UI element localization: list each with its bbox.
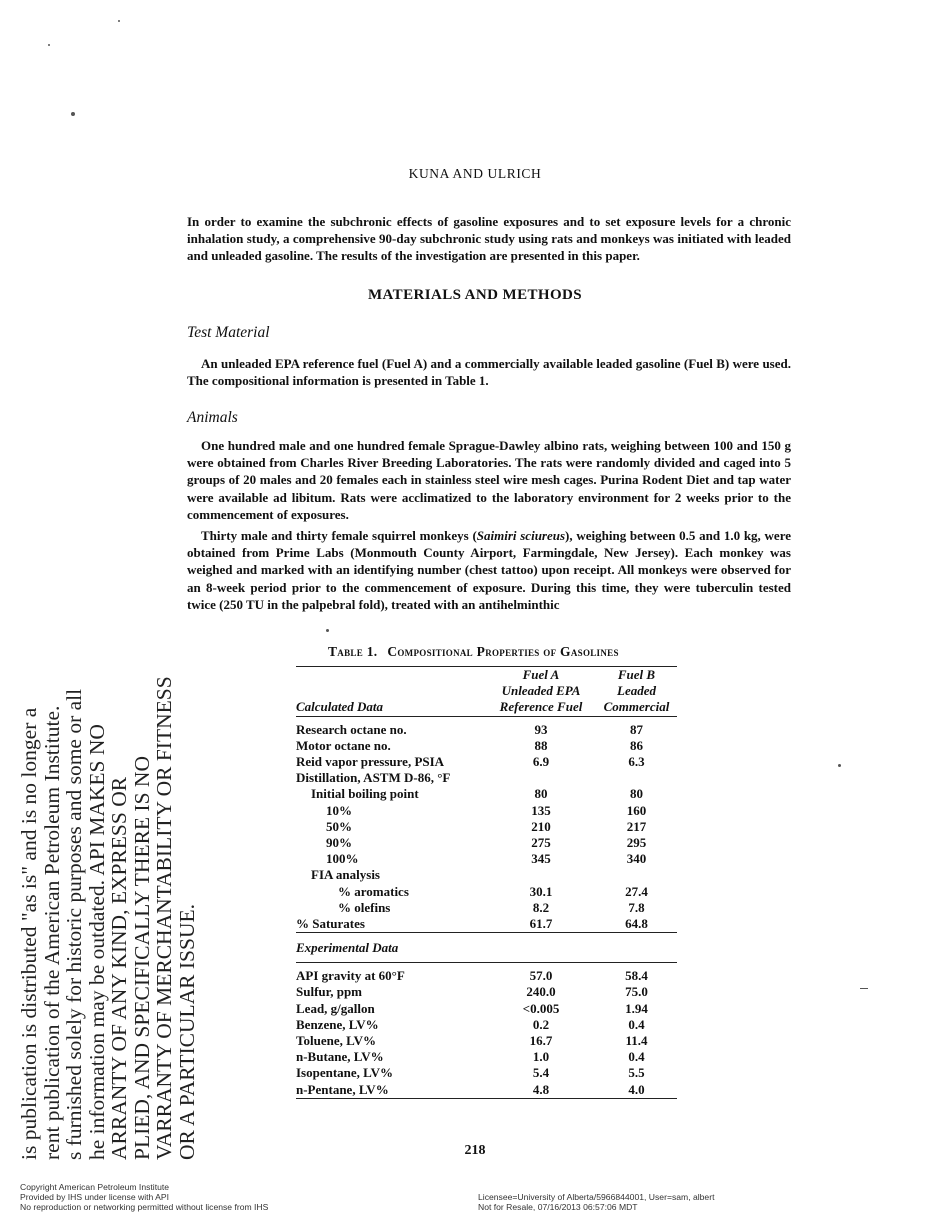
row-label: % aromatics [338,883,409,899]
fuel-a-value [486,867,596,883]
scan-speck [48,44,50,46]
column-header-label [296,667,486,684]
fuel-a-value: 1.0 [532,1049,550,1065]
table-header-row [296,699,677,716]
scan-speck [326,629,329,632]
table-title: Compositional Properties of Gasolines [387,644,619,659]
footer-line: Copyright American Petroleum Institute [20,1182,170,1192]
fuel-b-value: 4.0 [596,1082,677,1099]
disclaimer-line: rent publication of the American Petroleum Institute. [39,705,64,1160]
species-name: Saimiri sciureus [476,528,566,543]
fuel-b-value: 80 [630,786,643,802]
table-row [296,1033,677,1049]
page-number: 218 [464,1143,486,1158]
column-header-label: Calculated Data [296,699,486,716]
fuel-b-value: 340 [626,851,647,867]
running-head: KUNA AND ULRICH [408,166,542,181]
fuel-b-value: 11.4 [625,1033,648,1049]
scan-speck [71,112,75,116]
experimental-header-row [296,933,677,963]
row-label: n-Pentane, LV% [296,1082,486,1099]
disclaimer-line: ARRANTY OF ANY KIND, EXPRESS OR [107,776,131,1160]
fuel-a-value: 240.0 [526,984,556,1000]
table-header-row [296,667,677,684]
footer-license [478,1193,714,1213]
footer-line: Licensee=University of Alberta/5966844001, User=sam, albert [478,1192,715,1202]
fuel-a-value: 16.7 [529,1033,553,1049]
animals-heading: Animals [187,409,238,426]
fuel-b-value: 217 [626,818,647,834]
disclaimer-line: OR A PARTICULAR ISSUE. [174,904,199,1160]
fuel-b-value: 1.94 [625,1000,648,1016]
fuel-a-header: Unleaded EPA [501,683,581,699]
table-row [296,754,677,770]
table-row [296,722,677,738]
fuel-a-value: <0.005 [522,1000,560,1016]
scan-mark [860,988,868,989]
fuel-b-value: 27.4 [625,883,648,899]
table-row [296,803,677,819]
table-row [296,984,677,1000]
fuel-a-value: 57.0 [529,968,553,984]
disclaimer-line: VARRANTY OF MERCHANTABILITY OR FITNESS [152,676,176,1160]
row-label: Benzene, LV% [296,1016,379,1032]
fuel-b-value [596,770,677,786]
fuel-a-value: 8.2 [532,899,550,915]
footer-line: Provided by IHS under license with API [20,1191,170,1202]
disclaimer-line: is publication is distributed "as is" and is no longer a [17,707,41,1160]
footer-copyright [20,1183,268,1212]
table-caption [328,644,619,660]
row-label: Isopentane, LV% [296,1065,394,1081]
table-row [296,738,677,754]
fuel-a-value: 5.4 [532,1065,550,1081]
disclaimer-line: he information may be outdated. API MAKES NO [84,724,109,1160]
row-label: % Saturates [296,916,486,933]
fuel-a-value: 0.2 [532,1016,550,1032]
table-row [296,1017,677,1033]
row-label: 50% [326,818,352,834]
table-row [296,819,677,835]
footer-line: Not for Resale, 07/16/2013 06:57:06 MDT [478,1201,638,1212]
row-label: Reid vapor pressure, PSIA [296,754,445,770]
fuel-b-header: Commercial [596,699,677,716]
fuel-b-value: 0.4 [628,1049,645,1065]
fuel-a-value: 345 [531,851,551,867]
row-label: 90% [326,835,352,851]
fuel-a-value: 210 [531,818,551,834]
fuel-a-value: 6.9 [532,754,550,770]
rotated-disclaimer [17,676,199,1160]
intro-paragraph: In order to examine the subchronic effects of gasoline exposures and to set exposure levels for a chronic inhalation study, a comprehensive 90-day subchronic study using rats and monkeys was initiated with leaded and unleaded gasoline. The results of the investigation are presented in this paper. [187,214,791,264]
animals-paragraph-monkeys [187,527,791,613]
fuel-a-value: 135 [531,802,551,818]
row-label: Research octane no. [296,721,407,737]
fuel-b-value: 295 [626,835,647,851]
monkeys-text-b: ), weighing between 0.5 and 1.0 kg, were obtained from Prime Labs (Monmouth County Airport, Farmingdale, New Jersey). Each monkey was weighed and marked with an identifying number (chest tattoo) upon receipt. All monkeys were observed for an 8-week period prior to the commencement of exposure. During this time, they were tuberculin tested twice (250 TU in the palpebral fold), treated with an antihelminthic [187,528,791,612]
table-row [296,786,677,802]
fuel-b-value: 7.8 [628,899,645,915]
row-label: API gravity at 60°F [296,968,405,984]
table-row [296,884,677,900]
fuel-a-value: 80 [534,786,548,802]
table-row [296,1001,677,1017]
table-row [296,851,677,867]
row-label: % olefins [338,899,391,915]
fuel-b-value: 86 [630,737,643,753]
compositional-properties-table [296,666,677,1099]
fuel-b-value: 64.8 [596,916,677,933]
table-row [296,770,677,786]
fuel-a-header: Fuel A [486,667,596,684]
row-label: Lead, g/gallon [296,1000,375,1016]
disclaimer-line: PLIED, AND SPECIFICALLY THERE IS NO [129,756,154,1160]
table-header-row [296,683,677,699]
fuel-a-value: 93 [534,721,548,737]
row-label: 10% [326,802,352,818]
fuel-b-value: 6.3 [628,754,645,770]
fuel-a-header: Reference Fuel [486,699,596,716]
fuel-a-value [486,770,596,786]
fuel-b-value: 0.4 [628,1016,645,1032]
fuel-b-value: 160 [626,802,647,818]
test-material-paragraph: An unleaded EPA reference fuel (Fuel A) and a commercially available leaded gasoline (Fuel B) were used. The compositional information is presented in Table 1. [187,356,791,389]
table-row [296,867,677,883]
row-label: 100% [326,851,359,867]
table-row [296,916,677,933]
table-row [296,900,677,916]
table-row [296,1082,677,1099]
fuel-b-value: 75.0 [625,984,648,1000]
fuel-a-value: 88 [534,737,548,753]
table-row [296,1049,677,1065]
fuel-a-value: 61.7 [486,916,596,933]
row-label: Motor octane no. [296,737,391,753]
fuel-a-value: 4.8 [486,1082,596,1099]
fuel-a-value: 30.1 [529,883,553,899]
fuel-b-header: Leaded [617,683,656,699]
fuel-b-value [596,867,677,883]
footer-line: No reproduction or networking permitted without license from IHS [20,1201,269,1212]
scan-speck [118,20,120,22]
row-label: n-Butane, LV% [296,1049,384,1065]
table-row [296,835,677,851]
row-label: Sulfur, ppm [296,984,362,1000]
row-label: FIA analysis [311,867,380,883]
experimental-header: Experimental Data [296,933,677,963]
fuel-a-value: 275 [531,835,551,851]
animals-paragraph-rats: One hundred male and one hundred female Sprague-Dawley albino rats, weighing between 100 and 150 g were obtained from Charles River Breeding Laboratories. The rats were randomly divided and caged into 5 groups of 20 males and 20 females each in stainless steel wire mesh cages. Purina Rodent Diet and tap water were available ad libitum. Rats were acclimatized to the laboratory environment for 2 weeks prior to the commencement of exposures. [187,438,791,522]
table-row [296,1065,677,1081]
fuel-b-value: 87 [630,721,643,737]
test-material-heading: Test Material [187,324,270,341]
fuel-b-value: 5.5 [628,1065,645,1081]
table-label: Table 1. [328,644,378,659]
fuel-b-header: Fuel B [596,667,677,684]
fuel-b-value: 58.4 [625,968,648,984]
scan-speck [838,764,841,767]
column-header-label [296,683,486,699]
row-label: Toluene, LV% [296,1033,376,1049]
monkeys-text-a: Thirty male and thirty female squirrel monkeys ( [201,528,477,543]
row-label: Distillation, ASTM D-86, °F [296,770,451,786]
disclaimer-line: s furnished solely for historic purposes and some or all [62,688,86,1160]
section-heading: MATERIALS AND METHODS [368,287,582,303]
table-row [296,968,677,984]
row-label: Initial boiling point [311,786,419,802]
